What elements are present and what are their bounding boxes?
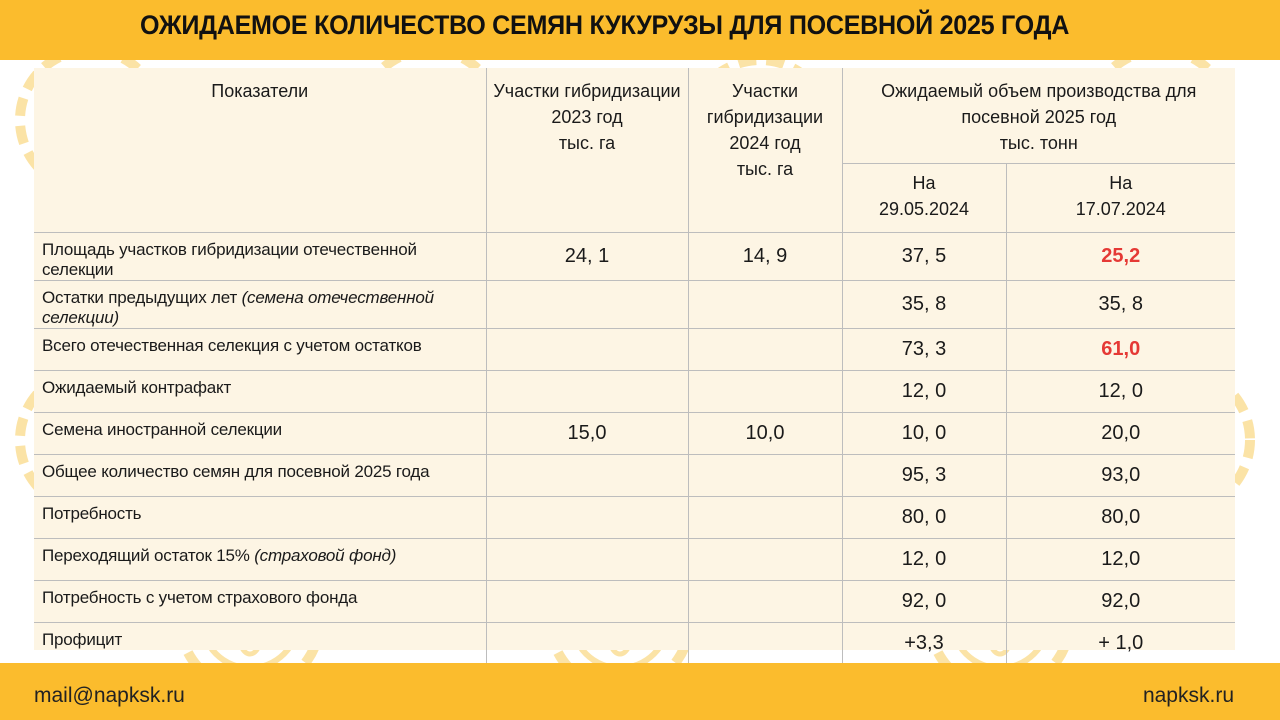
row-label-text: Потребность с учетом страхового фонда (42, 588, 358, 607)
cell-c2023 (486, 623, 688, 665)
cell-c2024 (688, 623, 842, 665)
cell-d1: 80, 0 (842, 497, 1006, 539)
cell-c2023 (486, 371, 688, 413)
cell-d2: 12,0 (1006, 539, 1235, 581)
cell-c2023 (486, 455, 688, 497)
row-label-text: Профицит (42, 630, 123, 649)
seed-table-container (34, 68, 1235, 654)
cell-d2: 61,0 (1006, 329, 1235, 371)
cell-c2024 (688, 497, 842, 539)
cell-d2: 35, 8 (1006, 281, 1235, 329)
row-label-text: Всего отечественная селекция с учетом остатков (42, 336, 422, 355)
cell-d1: 12, 0 (842, 371, 1006, 413)
cell-c2024 (688, 455, 842, 497)
cell-d2: 12, 0 (1006, 371, 1235, 413)
website-link[interactable]: napksk.ru (1142, 684, 1234, 707)
header-indicator: Показатели (34, 68, 486, 233)
cell-c2024: 14, 9 (688, 233, 842, 281)
cell-d2: + 1,0 (1006, 623, 1235, 665)
title-bar (0, 0, 1280, 60)
cell-d2: 80,0 (1006, 497, 1235, 539)
header-date-2: На 17.07.2024 (1006, 164, 1235, 233)
cell-c2023 (486, 281, 688, 329)
row-label (34, 455, 486, 497)
row-label (34, 233, 486, 281)
table-row (34, 497, 1235, 539)
cell-c2024 (688, 281, 842, 329)
table-row (34, 371, 1235, 413)
cell-d1: +3,3 (842, 623, 1006, 665)
row-label-text: Переходящий остаток 15% (42, 546, 255, 565)
row-label (34, 329, 486, 371)
row-label-text: Ожидаемый контрафакт (42, 378, 232, 397)
cell-d2: 20,0 (1006, 413, 1235, 455)
table-row (34, 455, 1235, 497)
cell-d1: 92, 0 (842, 581, 1006, 623)
cell-c2023 (486, 581, 688, 623)
table-row (34, 233, 1235, 281)
cell-d2: 92,0 (1006, 581, 1235, 623)
cell-d1: 10, 0 (842, 413, 1006, 455)
header-production: Ожидаемый объем производства для посевной 2025 год тыс. тонн (842, 68, 1235, 164)
header-hybrid-2023: Участки гибридизации 2023 год тыс. га (486, 68, 688, 233)
row-label-note: (семена отечественной селекции) (42, 288, 434, 327)
cell-c2023 (486, 497, 688, 539)
cell-d1: 35, 8 (842, 281, 1006, 329)
table-row (34, 623, 1235, 665)
row-label-text: Семена иностранной селекции (42, 420, 282, 439)
cell-d2: 93,0 (1006, 455, 1235, 497)
row-label-text: Общее количество семян для посевной 2025 года (42, 462, 430, 481)
cell-c2023: 24, 1 (486, 233, 688, 281)
row-label-text: Площадь участков гибридизации отечественной селекции (42, 240, 417, 279)
table-row (34, 329, 1235, 371)
cell-c2023 (486, 539, 688, 581)
row-label-text: Остатки предыдущих лет (42, 288, 242, 307)
row-label (34, 497, 486, 539)
cell-c2023 (486, 329, 688, 371)
cell-d2: 25,2 (1006, 233, 1235, 281)
page-title: ОЖИДАЕМОЕ КОЛИЧЕСТВО СЕМЯН КУКУРУЗЫ ДЛЯ ПОСЕВНОЙ 2025 ГОДА (140, 10, 1070, 40)
table-row (34, 413, 1235, 455)
cell-c2024: 10,0 (688, 413, 842, 455)
row-label (34, 623, 486, 665)
seed-table (34, 68, 1235, 664)
row-label (34, 581, 486, 623)
table-row (34, 581, 1235, 623)
cell-c2024 (688, 539, 842, 581)
footer-bar (0, 663, 1280, 720)
header-date-1: На 29.05.2024 (842, 164, 1006, 233)
table-row (34, 539, 1235, 581)
cell-c2024 (688, 371, 842, 413)
row-label (34, 281, 486, 329)
row-label (34, 539, 486, 581)
cell-c2024 (688, 329, 842, 371)
cell-d1: 37, 5 (842, 233, 1006, 281)
cell-d1: 95, 3 (842, 455, 1006, 497)
row-label (34, 371, 486, 413)
cell-d1: 73, 3 (842, 329, 1006, 371)
row-label (34, 413, 486, 455)
header-hybrid-2024: Участки гибридизации 2024 год тыс. га (688, 68, 842, 233)
row-label-text: Потребность (42, 504, 142, 523)
email-link[interactable]: mail@napksk.ru (34, 684, 185, 707)
cell-d1: 12, 0 (842, 539, 1006, 581)
cell-c2024 (688, 581, 842, 623)
row-label-note: (страховой фонд) (254, 546, 397, 565)
table-row (34, 281, 1235, 329)
cell-c2023: 15,0 (486, 413, 688, 455)
